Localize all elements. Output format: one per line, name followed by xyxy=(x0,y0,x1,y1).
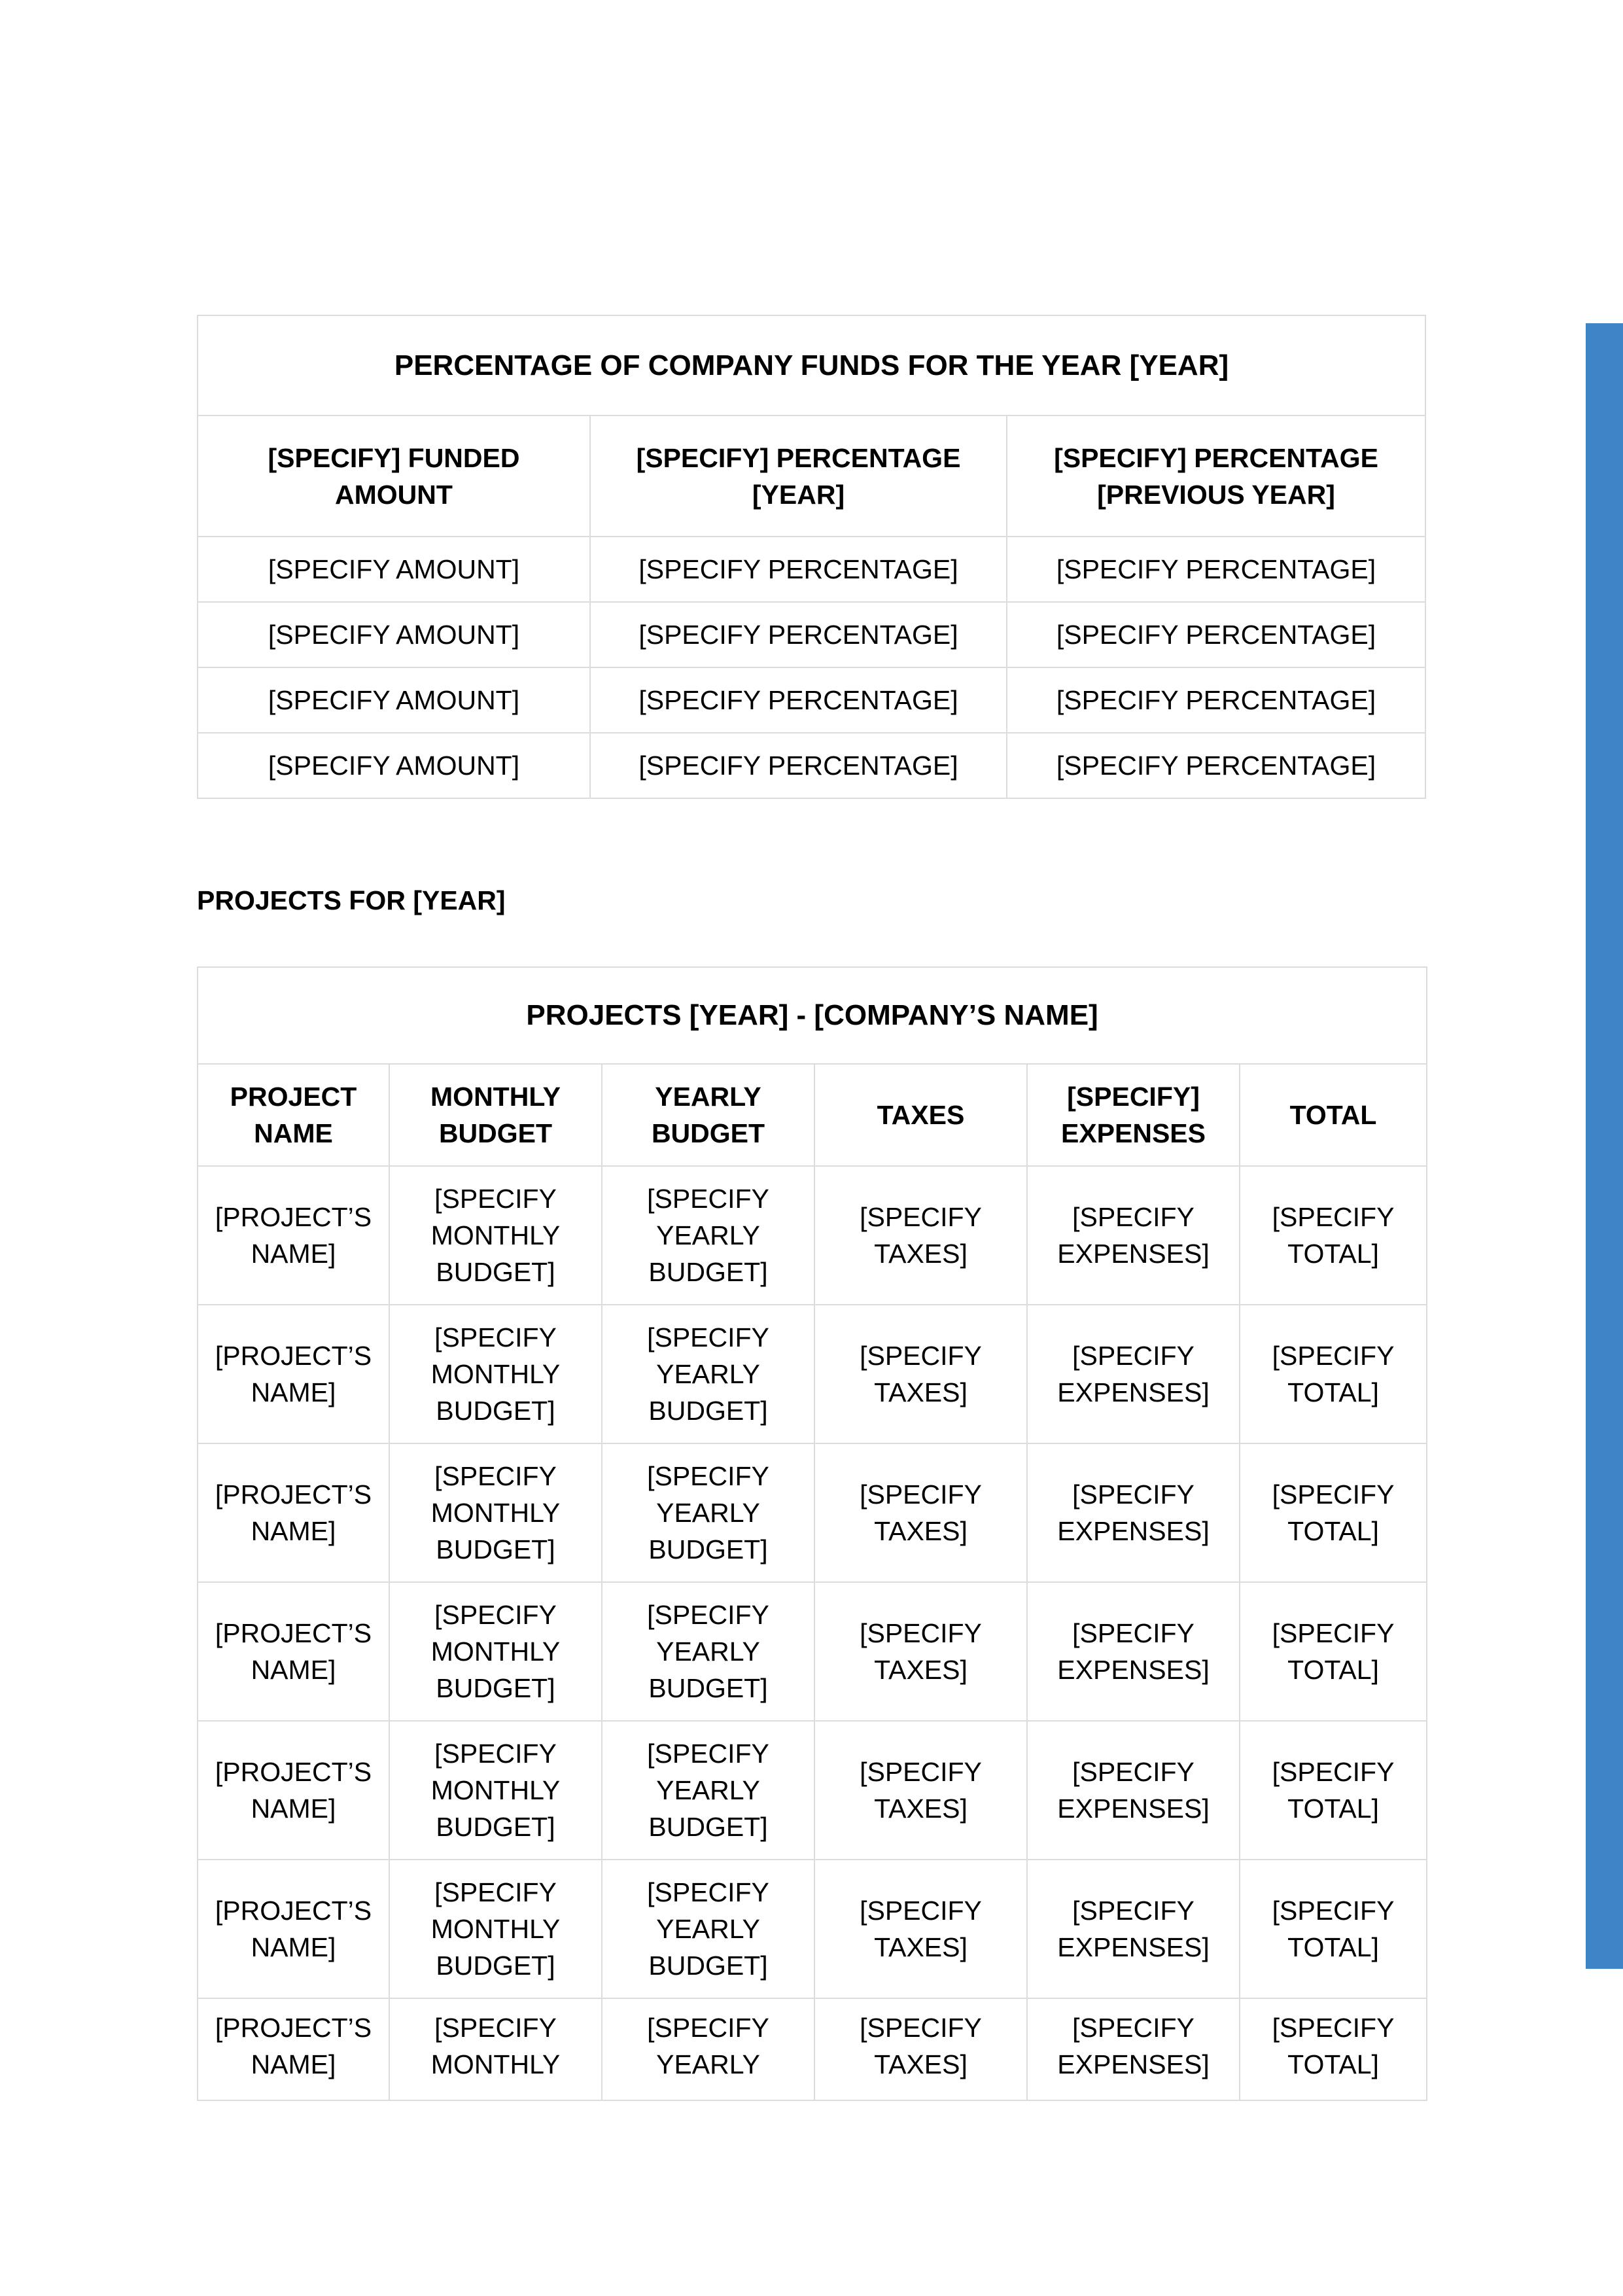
projects-table-title: PROJECTS [YEAR] - [COMPANY’S NAME] xyxy=(198,967,1427,1064)
project-name-cell: [PROJECT’S NAME] xyxy=(198,1582,389,1721)
funds-table-header-row xyxy=(198,415,1425,537)
funds-table-title: PERCENTAGE OF COMPANY FUNDS FOR THE YEAR [YEAR] xyxy=(198,315,1425,415)
yearly-budget-cell: [SPECIFY YEARLY BUDGET] xyxy=(602,1443,814,1582)
table-row xyxy=(198,1860,1427,1998)
project-name-cell: [PROJECT’S NAME] xyxy=(198,1721,389,1860)
yearly-budget-cell: [SPECIFY YEARLY xyxy=(602,1998,814,2100)
table-row xyxy=(198,1721,1427,1860)
total-cell: [SPECIFY TOTAL] xyxy=(1240,1998,1427,2100)
decorative-side-bar xyxy=(1586,323,1623,1969)
expenses-cell: [SPECIFY EXPENSES] xyxy=(1027,1721,1240,1860)
projects-header-total: TOTAL xyxy=(1240,1064,1427,1166)
projects-header-monthly-budget: MONTHLY BUDGET xyxy=(389,1064,602,1166)
table-row xyxy=(198,1443,1427,1582)
taxes-cell: [SPECIFY TAXES] xyxy=(814,1721,1027,1860)
funds-table xyxy=(197,315,1426,799)
table-row xyxy=(198,1166,1427,1305)
funds-cell-percentage: [SPECIFY PERCENTAGE] xyxy=(590,602,1007,667)
funds-header-funded-amount: [SPECIFY] FUNDED AMOUNT xyxy=(198,415,590,537)
funds-cell-percentage: [SPECIFY PERCENTAGE] xyxy=(590,537,1007,602)
yearly-budget-cell: [SPECIFY YEARLY BUDGET] xyxy=(602,1721,814,1860)
funds-cell-amount: [SPECIFY AMOUNT] xyxy=(198,537,590,602)
project-name-cell: [PROJECT’S NAME] xyxy=(198,1166,389,1305)
funds-cell-amount: [SPECIFY AMOUNT] xyxy=(198,602,590,667)
funds-cell-previous-percentage: [SPECIFY PERCENTAGE] xyxy=(1007,537,1425,602)
projects-header-project-name: PROJECT NAME xyxy=(198,1064,389,1166)
monthly-budget-cell: [SPECIFY MONTHLY BUDGET] xyxy=(389,1721,602,1860)
taxes-cell: [SPECIFY TAXES] xyxy=(814,1582,1027,1721)
total-cell: [SPECIFY TOTAL] xyxy=(1240,1582,1427,1721)
taxes-cell: [SPECIFY TAXES] xyxy=(814,1305,1027,1443)
projects-header-expenses: [SPECIFY] EXPENSES xyxy=(1027,1064,1240,1166)
total-cell: [SPECIFY TOTAL] xyxy=(1240,1721,1427,1860)
project-name-cell: [PROJECT’S NAME] xyxy=(198,1305,389,1443)
project-name-cell: [PROJECT’S NAME] xyxy=(198,1860,389,1998)
monthly-budget-cell: [SPECIFY MONTHLY BUDGET] xyxy=(389,1443,602,1582)
expenses-cell: [SPECIFY EXPENSES] xyxy=(1027,1305,1240,1443)
table-row xyxy=(198,667,1425,733)
projects-header-taxes: TAXES xyxy=(814,1064,1027,1166)
funds-cell-previous-percentage: [SPECIFY PERCENTAGE] xyxy=(1007,733,1425,798)
yearly-budget-cell: [SPECIFY YEARLY BUDGET] xyxy=(602,1860,814,1998)
total-cell: [SPECIFY TOTAL] xyxy=(1240,1443,1427,1582)
funds-cell-percentage: [SPECIFY PERCENTAGE] xyxy=(590,667,1007,733)
taxes-cell: [SPECIFY TAXES] xyxy=(814,1998,1027,2100)
funds-header-percentage-year: [SPECIFY] PERCENTAGE [YEAR] xyxy=(590,415,1007,537)
expenses-cell: [SPECIFY EXPENSES] xyxy=(1027,1998,1240,2100)
funds-cell-previous-percentage: [SPECIFY PERCENTAGE] xyxy=(1007,667,1425,733)
table-row xyxy=(198,602,1425,667)
funds-header-percentage-previous-year: [SPECIFY] PERCENTAGE [PREVIOUS YEAR] xyxy=(1007,415,1425,537)
funds-cell-amount: [SPECIFY AMOUNT] xyxy=(198,667,590,733)
total-cell: [SPECIFY TOTAL] xyxy=(1240,1305,1427,1443)
monthly-budget-cell: [SPECIFY MONTHLY BUDGET] xyxy=(389,1305,602,1443)
table-row xyxy=(198,537,1425,602)
project-name-cell: [PROJECT’S NAME] xyxy=(198,1998,389,2100)
expenses-cell: [SPECIFY EXPENSES] xyxy=(1027,1443,1240,1582)
monthly-budget-cell: [SPECIFY MONTHLY BUDGET] xyxy=(389,1860,602,1998)
funds-cell-amount: [SPECIFY AMOUNT] xyxy=(198,733,590,798)
projects-table xyxy=(197,966,1427,2101)
total-cell: [SPECIFY TOTAL] xyxy=(1240,1166,1427,1305)
projects-table-body xyxy=(198,967,1427,2100)
monthly-budget-cell: [SPECIFY MONTHLY xyxy=(389,1998,602,2100)
yearly-budget-cell: [SPECIFY YEARLY BUDGET] xyxy=(602,1582,814,1721)
expenses-cell: [SPECIFY EXPENSES] xyxy=(1027,1860,1240,1998)
total-cell: [SPECIFY TOTAL] xyxy=(1240,1860,1427,1998)
funds-cell-previous-percentage: [SPECIFY PERCENTAGE] xyxy=(1007,602,1425,667)
projects-table-header-row xyxy=(198,1064,1427,1166)
project-name-cell: [PROJECT’S NAME] xyxy=(198,1443,389,1582)
taxes-cell: [SPECIFY TAXES] xyxy=(814,1860,1027,1998)
monthly-budget-cell: [SPECIFY MONTHLY BUDGET] xyxy=(389,1166,602,1305)
monthly-budget-cell: [SPECIFY MONTHLY BUDGET] xyxy=(389,1582,602,1721)
projects-table-title-row xyxy=(198,967,1427,1064)
table-row xyxy=(198,1582,1427,1721)
projects-header-yearly-budget: YEARLY BUDGET xyxy=(602,1064,814,1166)
yearly-budget-cell: [SPECIFY YEARLY BUDGET] xyxy=(602,1305,814,1443)
funds-table-body xyxy=(198,315,1425,798)
table-row xyxy=(198,1998,1427,2100)
expenses-cell: [SPECIFY EXPENSES] xyxy=(1027,1582,1240,1721)
taxes-cell: [SPECIFY TAXES] xyxy=(814,1166,1027,1305)
funds-table-title-row xyxy=(198,315,1425,415)
table-row xyxy=(198,1305,1427,1443)
projects-section-heading: PROJECTS FOR [YEAR] xyxy=(197,885,506,915)
table-row xyxy=(198,733,1425,798)
taxes-cell: [SPECIFY TAXES] xyxy=(814,1443,1027,1582)
funds-cell-percentage: [SPECIFY PERCENTAGE] xyxy=(590,733,1007,798)
yearly-budget-cell: [SPECIFY YEARLY BUDGET] xyxy=(602,1166,814,1305)
expenses-cell: [SPECIFY EXPENSES] xyxy=(1027,1166,1240,1305)
